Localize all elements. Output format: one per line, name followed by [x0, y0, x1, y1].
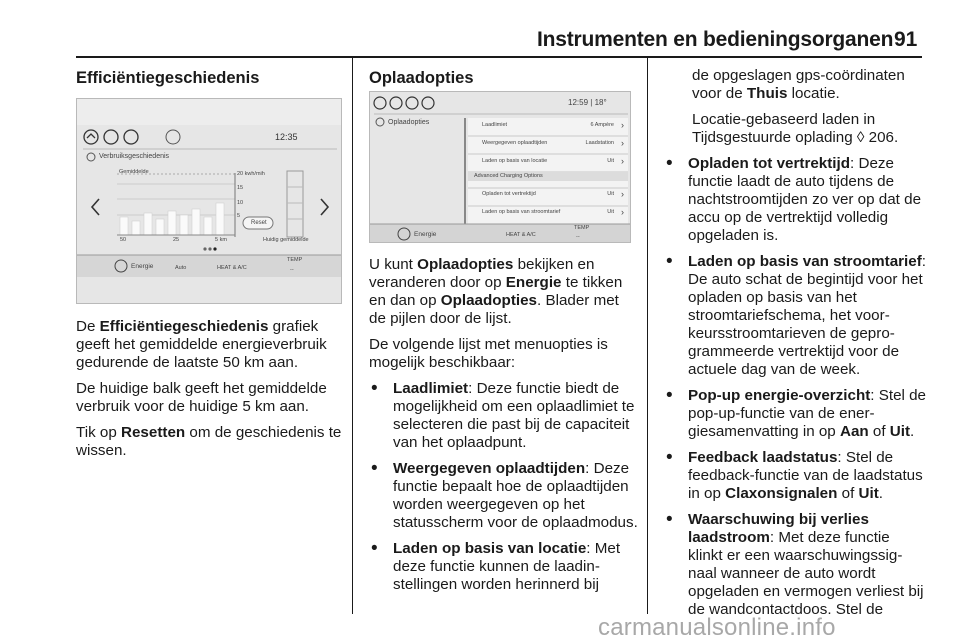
- distance-50: 50: [120, 237, 127, 243]
- header-rule: [76, 56, 922, 58]
- charging-option-value: Uit: [607, 158, 614, 164]
- charging-option-descriptions: [369, 380, 639, 594]
- section-title-efficiency: Efficiëntiegeschiedenis: [76, 69, 260, 87]
- charging-options-screen: [369, 91, 631, 243]
- list-item: • Laden op basis van stroomtarief: De auto schat de begintijd voor het opladen op basis van het stroomtariefschema, het voorkeursstroomtarieven de geprogrammeerde vertrektijd voor de actuele dag van de week.: [664, 253, 926, 379]
- apps-icon: [104, 130, 118, 144]
- media-icon: [124, 130, 138, 144]
- scale-10: 10: [237, 200, 244, 206]
- list-item: • Opladen tot vertrektijd: Deze functie laadt de auto tijdens de nachtstroomtijden zo ver op dat de accu op de vertrektijd volledig opgeladen is.: [664, 155, 926, 245]
- chevron-right-icon: ›: [621, 138, 624, 148]
- charging-screen-drawing: [370, 92, 631, 243]
- efficiency-paragraph-2: De huidige balk geeft het gemiddelde verbruik voor de huidige 5 km aan.: [76, 380, 327, 415]
- right-column: [664, 67, 926, 627]
- continued-text: [664, 67, 926, 147]
- charging-option-value: 6 Ampère: [590, 122, 614, 128]
- page-number: 91: [894, 28, 918, 51]
- average-label: Gemiddelde: [119, 169, 149, 175]
- list-item: • Laden op basis van locatie: Met deze functie kunnen de laadinstellingen worden herinnerd bij: [369, 540, 639, 594]
- energy-tab[interactable]: Energie: [131, 263, 154, 270]
- charging-option-descriptions-continued: [664, 155, 926, 619]
- middle-column-title: [369, 68, 639, 88]
- efficiency-paragraph-1: De Efficiëntiegeschiedenis grafiek geeft het gemiddelde energieverbruik gedurende de laatste 50 km aan.: [76, 318, 327, 371]
- distance-5km: 5 km: [215, 237, 227, 243]
- chevron-right-icon: ›: [621, 120, 624, 130]
- left-column: [76, 68, 344, 88]
- scale-15: 15: [237, 185, 244, 191]
- charging-option-value: Uit: [607, 191, 614, 197]
- list-item: • Weergegeven oplaadtijden: Deze functie bepaalt hoe de oplaadtijden worden weergegeven op het statusscherm voor de oplaadmodus.: [369, 460, 639, 532]
- temp-value: --: [576, 234, 580, 240]
- charging-option-label: Advanced Charging Options: [474, 173, 543, 179]
- reset-button[interactable]: Reset: [251, 220, 267, 226]
- chevron-right-icon: [321, 199, 328, 215]
- list-item: • Pop-up energie-overzicht: Stel de pop-up-functie van de energiesamenvatting in op Aan of Uit.: [664, 387, 926, 441]
- chapter-title: Instrumenten en bedieningsorganen: [537, 28, 894, 51]
- section-title-charging: Oplaadopties: [369, 69, 474, 87]
- efficiency-time: 12:35: [275, 132, 298, 142]
- charging-section-label: Oplaadopties: [388, 119, 430, 126]
- efficiency-paragraph-3: Tik op Resetten om de geschiedenis te wissen.: [76, 424, 342, 459]
- distance-25: 25: [173, 237, 180, 243]
- continued-paragraph-2: Locatie-gebaseerd laden in Tijdsgestuurde oplading ◊ 206.: [692, 111, 899, 146]
- chevron-left-icon: [92, 199, 99, 215]
- scale-5: 5: [237, 213, 241, 219]
- charging-paragraph-2: De volgende lijst met menuopties is mogelijk beschikbaar:: [369, 336, 608, 371]
- heat-ac-button[interactable]: HEAT & A/C: [506, 232, 536, 238]
- efficiency-history-screen: [76, 98, 342, 304]
- page-header: [0, 0, 960, 56]
- column-divider-right: [647, 58, 648, 614]
- media-icon: [406, 97, 418, 109]
- charging-time: 12:59 | 18°: [568, 98, 607, 107]
- list-item: • Feedback laadstatus: Stel de feedback-functie van de laadstatus in op Claxonsignalen of Uit.: [664, 449, 926, 503]
- temp-label: TEMP: [574, 225, 590, 231]
- efficiency-screen-drawing: [77, 99, 342, 304]
- temp-label: TEMP: [287, 257, 303, 263]
- hub-icon: [166, 130, 180, 144]
- list-item: • Laadlimiet: Deze functie biedt de mogelijkheid om een oplaadlimiet te selecteren die past bij de capaciteit van het oplaadpunt.: [369, 380, 639, 452]
- charging-option-label[interactable]: Laden op basis van stroomtarief: [482, 209, 561, 215]
- charging-option-value: Uit: [607, 209, 614, 215]
- temp-value: --: [290, 267, 294, 273]
- phone-icon: [422, 97, 434, 109]
- chevron-right-icon: ›: [621, 189, 624, 199]
- history-label: Verbruiksgeschiedenis: [99, 153, 170, 160]
- chevron-right-icon: ›: [621, 156, 624, 166]
- auto-label: Auto: [175, 265, 187, 271]
- middle-column-text: [369, 256, 639, 602]
- unit-label: 20 kwh/mih: [237, 171, 265, 177]
- continued-paragraph-1: de opgeslagen gps-coördinaten voor de Thuis locatie.: [692, 67, 905, 102]
- home-icon: [374, 97, 386, 109]
- charging-option-label[interactable]: Laden op basis van locatie: [482, 158, 548, 164]
- charging-option-value: Laadstation: [585, 140, 614, 146]
- column-divider-left: [352, 58, 353, 614]
- charging-option-label[interactable]: Laadlimiet: [482, 122, 508, 128]
- chevron-right-icon: ›: [621, 207, 624, 217]
- left-column-text: [76, 318, 344, 468]
- apps-icon: [390, 97, 402, 109]
- charging-option-label[interactable]: Weergegeven oplaadtijden: [482, 140, 548, 146]
- current-average-label: Huidig gemiddelde: [263, 237, 309, 243]
- home-icon: [84, 130, 98, 144]
- energy-tab[interactable]: Energie: [414, 231, 437, 238]
- list-item: • Waarschuwing bij verlies laadstroom: Met deze functie klinkt er een waarschuwingssignaal wanneer de auto wordt opgeladen en vermogen verliest bij de wandcontactdoos. Stel de: [664, 511, 926, 619]
- heat-ac-button[interactable]: HEAT & A/C: [217, 265, 247, 271]
- charging-paragraph-1: U kunt Oplaadopties bekijken en veranderen door op Energie te tikken en dan op Oplaadopties. Blader met de pijlen door de lijst.: [369, 256, 623, 327]
- charging-option-label[interactable]: Opladen tot vertrektijd: [482, 191, 536, 197]
- watermark-logo: carmanualsonline.info: [598, 614, 836, 641]
